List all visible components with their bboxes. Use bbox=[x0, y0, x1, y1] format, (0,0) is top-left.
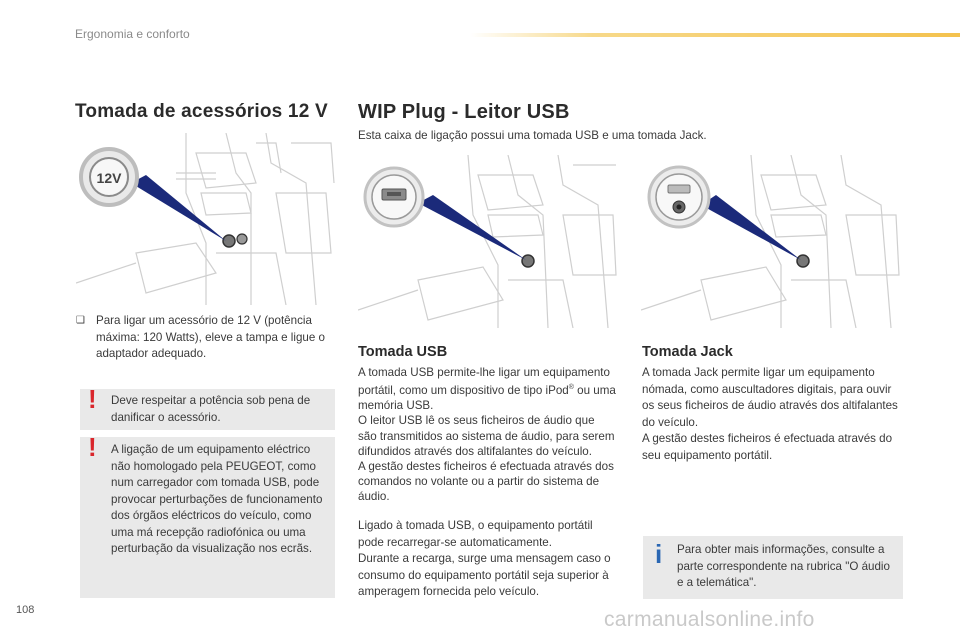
watermark: carmanualsonline.info bbox=[604, 608, 815, 631]
bullet-text: Para ligar um acessório de 12 V (potência máxima: 120 Watts), eleve a tampa e ligue o adaptador adequado. bbox=[96, 314, 325, 360]
warning-exclamation-icon: ! bbox=[88, 432, 97, 462]
title-wip-plug: WIP Plug - Leitor USB bbox=[358, 101, 570, 123]
info-box bbox=[643, 536, 903, 599]
usb-description bbox=[358, 365, 616, 505]
title-12v: Tomada de acessórios 12 V bbox=[75, 101, 328, 122]
jack-para2: A gestão destes ficheiros é efectuada através do seu equipamento portátil. bbox=[642, 432, 893, 462]
warning-box-power bbox=[80, 384, 335, 430]
info-text: Para obter mais informações, consulte a parte correspondente na rubrica "O áudio e a telemática". bbox=[677, 543, 890, 589]
title-jack: Tomada Jack bbox=[642, 344, 733, 360]
header-accent-bar bbox=[470, 33, 960, 37]
checkbox-bullet-icon: ❑ bbox=[76, 315, 85, 326]
socket-12v-label: 12V bbox=[96, 170, 122, 186]
illustration-usb-socket bbox=[358, 155, 621, 328]
page-number: 108 bbox=[16, 604, 35, 616]
illustration-12v-socket bbox=[76, 133, 336, 305]
jack-para1: A tomada Jack permite ligar um equipamento nómada, como auscultadores digitais, para ouvir os seus ficheiros de áudio através dos altifalantes do veículo. bbox=[642, 366, 898, 429]
warning-exclamation-icon: ! bbox=[88, 384, 97, 414]
illustration-jack-socket bbox=[641, 155, 903, 328]
usb-charging-note: Ligado à tomada USB, o equipamento portátil pode recarregar-se automaticamente. bbox=[358, 519, 593, 549]
info-i-icon: i bbox=[655, 539, 663, 569]
bullet-item bbox=[76, 313, 338, 363]
usb-para3: A gestão destes ficheiros é efectuada através dos comandos no volante ou a partir do sistema de áudio. bbox=[358, 460, 614, 504]
usb-charging-message: Durante a recarga, surge uma mensagem caso o consumo do equipamento portátil seja superior à amperagem fornecida pelo veículo. bbox=[358, 552, 611, 598]
section-title: Ergonomia e conforto bbox=[75, 27, 190, 41]
usb-para1: A tomada USB permite-lhe ligar um equipamento portátil, como um dispositivo de tipo iPod® ou uma memória USB. bbox=[358, 366, 616, 413]
warning-text-power: Deve respeitar a potência sob pena de danificar o acessório. bbox=[111, 394, 311, 424]
warning-box-equipment bbox=[80, 432, 335, 598]
intro-text: Esta caixa de ligação possui uma tomada USB e uma tomada Jack. bbox=[358, 129, 707, 142]
warning-text-equipment: A ligação de um equipamento eléctrico não homologado pela PEUGEOT, como num carregador com tomada USB, pode provocar perturbações de funcionamento dos órgãos eléctricos do veículo, como uma má recepção radiofónica ou uma perturbação da visualização nos ecrãs. bbox=[111, 443, 323, 555]
usb-para2: O leitor USB lê os seus ficheiros de áudio que são transmitidos ao sistema de áudio, para serem difundidos através dos altifalantes do veículo. bbox=[358, 414, 615, 458]
title-usb: Tomada USB bbox=[358, 344, 448, 360]
jack-description bbox=[642, 365, 902, 464]
